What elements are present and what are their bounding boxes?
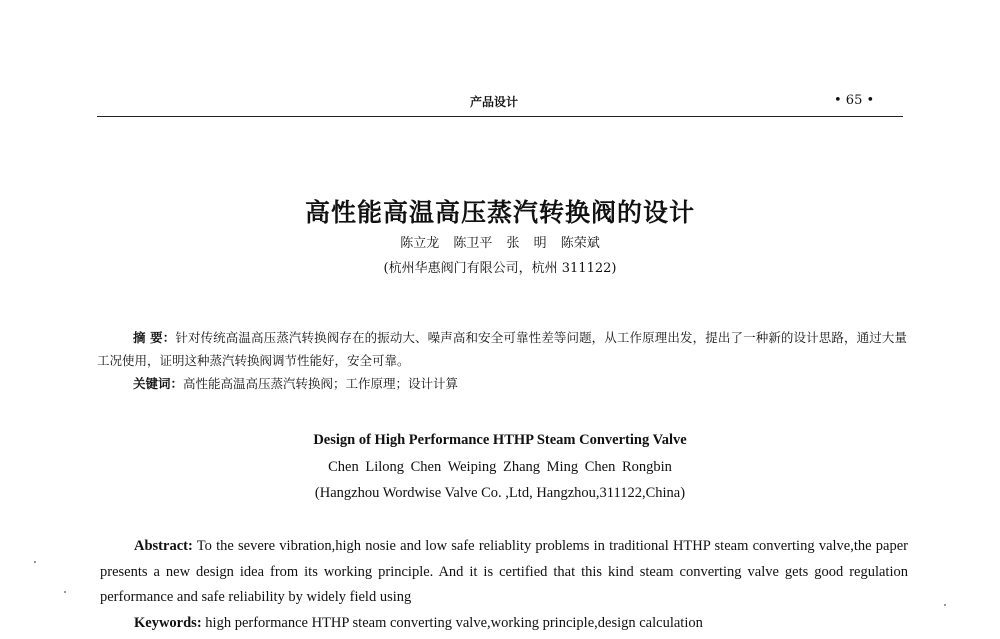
running-header: [0, 93, 1000, 113]
scan-speck: [34, 561, 36, 563]
abstract-en-block: [100, 534, 908, 636]
abstract-en-label: Abstract:: [134, 538, 193, 554]
authors-cn: 陈立龙 陈卫平 张 明 陈荣斌: [400, 236, 600, 251]
affiliation-en: (Hangzhou Wordwise Valve Co. ,Ltd, Hangzhou,311122,China): [314, 485, 686, 501]
abstract-cn-text: 针对传统高温高压蒸汽转换阀存在的振动大、噪声高和安全可靠性差等问题，从工作原理出发，提出了一种新的设计思路，通过大量工况使用，证明这种蒸汽转换阀调节性能好，安全可靠。: [97, 330, 907, 368]
scan-speck: [944, 604, 946, 606]
article-title-en: Design of High Performance HTHP Steam Converting Valve: [313, 432, 687, 448]
header-rule: [97, 116, 903, 117]
keywords-en-label: Keywords:: [134, 614, 202, 631]
abstract-en-text: To the severe vibration,high nosie and low safe reliablity problems in traditional HTHP steam converting valve,the paper presents a new design idea from its working principle. And it is certified that this kind steam converting valve gets good regulation performance and safe reliability by widely field using: [100, 538, 908, 605]
abstract-cn-block: [97, 326, 907, 395]
abstract-en: [100, 534, 908, 611]
abstract-cn-label: 摘 要：: [133, 330, 176, 345]
keywords-cn-label: 关键词：: [133, 376, 184, 391]
scan-speck: [64, 591, 66, 593]
authors-en: Chen Lilong Chen Weiping Zhang Ming Chen Rongbin: [328, 459, 672, 475]
keywords-en-text: high performance HTHP steam converting valve,working principle,design calculation: [201, 614, 703, 631]
section-label: 产品设计: [470, 95, 519, 109]
abstract-cn: [97, 326, 907, 372]
article-title-cn: 高性能高温高压蒸汽转换阀的设计: [304, 198, 695, 227]
keywords-cn: [97, 372, 907, 395]
keywords-en: [100, 611, 908, 637]
keywords-cn-text: 高性能高温高压蒸汽转换阀；工作原理；设计计算: [183, 376, 459, 391]
page-number: • 65 •: [834, 93, 875, 108]
affiliation-cn: (杭州华惠阀门有限公司，杭州 311122): [383, 261, 617, 276]
